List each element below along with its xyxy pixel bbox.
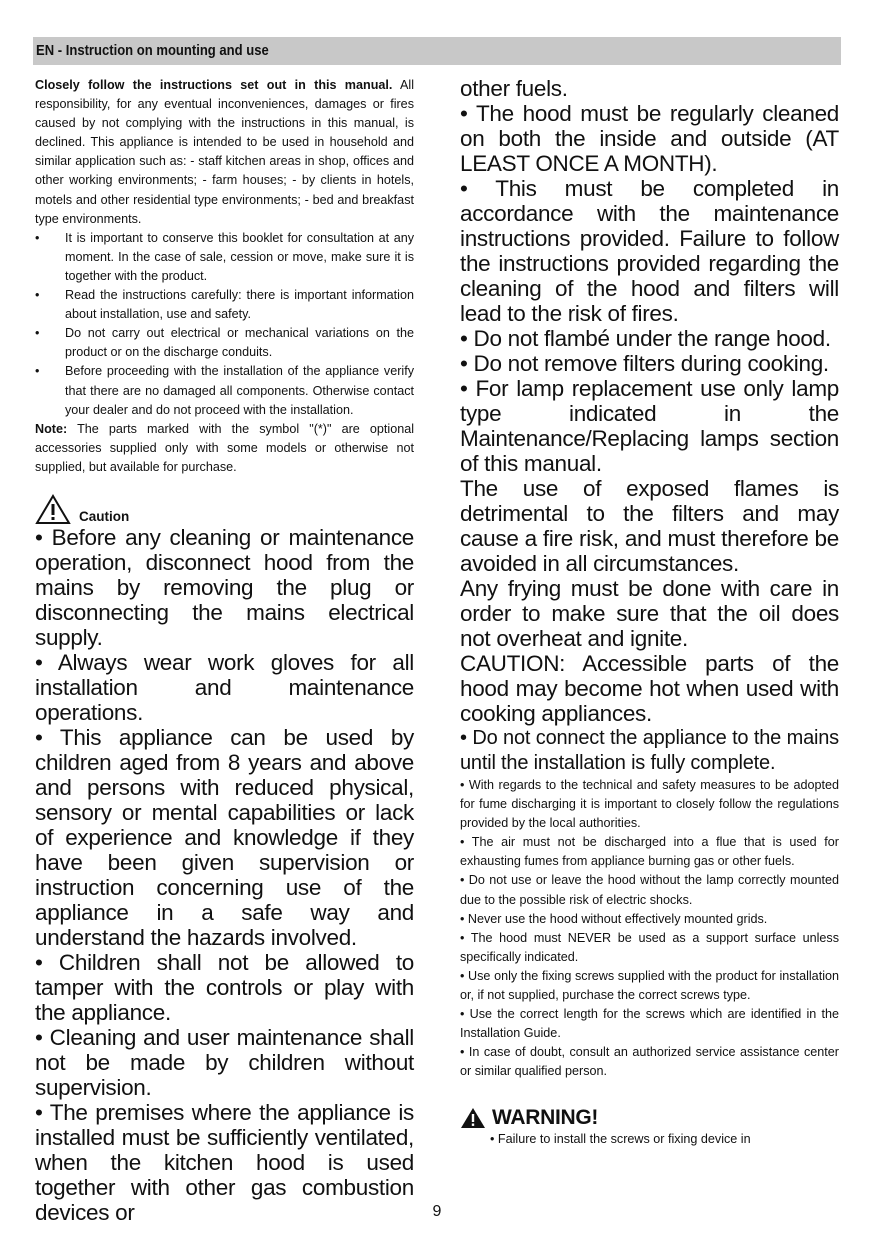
- left-column: [35, 76, 414, 1225]
- safety-item: • Do not remove filters during cooking.: [460, 351, 829, 376]
- safety-item: • Do not flambé under the range hood.: [460, 326, 831, 351]
- list-item: • Do not carry out electrical or mechanical variations on the product or on the discharge conduits.: [35, 326, 414, 360]
- caution-heading: [35, 493, 414, 525]
- note-label: Note:: [35, 421, 68, 436]
- caution-item: • Before any cleaning or maintenance operation, disconnect hood from the mains by removing the plug or disconnecting the mains electrical supply.: [35, 524, 414, 650]
- warning-label: WARNING!: [492, 1105, 599, 1129]
- regulation-item: • The air must not be discharged into a flue that is used for exhausting fumes from appliance burning gas or other fuels.: [460, 835, 839, 869]
- regulation-item: • Never use the hood without effectively mounted grids.: [460, 911, 768, 926]
- note-text: The parts marked with the symbol "(*)" are optional accessories supplied only with some models or otherwise not supplied, but available for purchase.: [35, 421, 414, 474]
- warning-triangle-icon: [460, 1107, 486, 1129]
- regulation-item: • The hood must NEVER be used as a support surface unless specifically indicated.: [460, 930, 839, 964]
- intro-paragraph: [35, 76, 414, 229]
- safety-item: • For lamp replacement use only lamp type indicated in the Maintenance/Replacing lamps section of this manual.: [460, 376, 839, 476]
- list-item: • Before proceeding with the installation of the appliance verify that there are no damaged all components. Otherwise contact your dealer and do not proceed with the installation.: [35, 364, 414, 417]
- regulation-item: • With regards to the technical and safety measures to be adopted for fume discharging it is important to closely follow the regulations provided by the local authorities.: [460, 778, 839, 831]
- list-item: • Read the instructions carefully: there is important information about installation, use and safety.: [35, 288, 414, 322]
- safety-item: other fuels.: [460, 76, 568, 101]
- safety-item: • This must be completed in accordance with the maintenance instructions provided. Failure to follow the instructions provided regarding the cleaning of the hood and filters will lead to the risk of fires.: [460, 176, 839, 326]
- intro-bold-text: Closely follow the instructions set out in this manual.: [35, 78, 393, 92]
- section-title: EN - Instruction on mounting and use: [36, 43, 269, 59]
- warning-bullet: • Failure to install the screws or fixing device in: [490, 1131, 751, 1146]
- safety-item: CAUTION: Accessible parts of the hood may become hot when used with cooking appliances.: [460, 651, 839, 726]
- regulation-item: • Use only the fixing screws supplied with the product for installation or, if not supplied, purchase the correct screws type.: [460, 968, 839, 1003]
- caution-item: • Always wear work gloves for all installation and maintenance operations.: [35, 649, 414, 725]
- intro-text: All responsibility, for any eventual inconveniences, damages or fires caused by not complying with the instructions in this manual, is declined. This appliance is intended to be used in household and similar application such as: - staff kitchen areas in shop, offices and other working environments; - farm houses; - by clients in hotels, motels and other residential type environments; - bed and breakfast type environments.: [35, 78, 414, 226]
- instruction-bullet-list: [35, 229, 414, 420]
- list-item: • It is important to conserve this booklet for consultation at any moment. In the case of sale, cession or move, make sure it is together with the product.: [35, 230, 414, 283]
- caution-label: Caution: [79, 508, 130, 524]
- caution-item: • Cleaning and user maintenance shall not be made by children without supervision.: [35, 1024, 414, 1100]
- note-paragraph: [35, 420, 414, 477]
- mains-connection-item: • Do not connect the appliance to the mains until the installation is fully complete.: [460, 727, 839, 774]
- caution-item: • Children shall not be allowed to tamper with the controls or play with the appliance.: [35, 949, 414, 1025]
- safety-item: The use of exposed flames is detrimental to the filters and may cause a fire risk, and must therefore be avoided in all circumstances.: [460, 476, 839, 576]
- safety-item: • The hood must be regularly cleaned on both the inside and outside (AT LEAST ONCE A MONTH).: [460, 101, 839, 176]
- right-column: [460, 76, 839, 1149]
- warning-heading: [460, 1106, 839, 1130]
- caution-item: • This appliance can be used by children aged from 8 years and above and persons with reduced physical, sensory or mental capabilities or lack of experience and knowledge if they have been given supervision or instruction concerning use of the appliance in a safe way and understand the hazards involved.: [35, 724, 414, 950]
- caution-triangle-icon: [35, 494, 71, 525]
- section-header-bar: [33, 37, 841, 65]
- regulation-item: • In case of doubt, consult an authorized service assistance center or similar qualified person.: [460, 1045, 839, 1079]
- regulation-item: • Use the correct length for the screws which are identified in the Installation Guide.: [460, 1007, 839, 1041]
- regulation-item: • Do not use or leave the hood without the lamp correctly mounted due to the possible risk of electric shocks.: [460, 873, 839, 907]
- caution-item: • The premises where the appliance is installed must be sufficiently ventilated, when the kitchen hood is used together with other gas combustion devices or: [35, 1099, 414, 1225]
- page-number: 9: [432, 1203, 442, 1220]
- safety-item: Any frying must be done with care in order to make sure that the oil does not overheat and ignite.: [460, 576, 839, 651]
